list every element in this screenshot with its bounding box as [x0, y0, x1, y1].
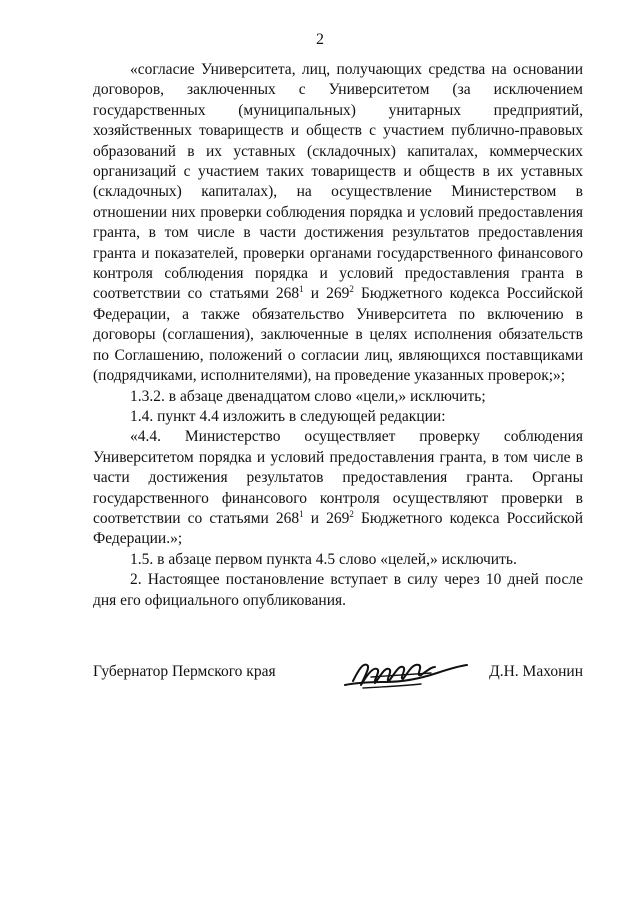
paragraph-text: «4.4. Министерство осуществляет проверку соблюдения Университетом порядка и условий предоставления гранта, в том числе в части достижения результатов предоставления гранта. Органы государственного финансового контроля осуществляют проверки в соответствии со статьями 268 [93, 428, 583, 527]
paragraph-text: Бюджетного кодекса Российской Федерации.»; [93, 509, 584, 548]
paragraph-text: «согласие Университета, лиц, получающих средства на основании договоров, заключенных с Университетом (за исключением государственных (муниципальных) унитарных предприятий, хозяйственных товариществ и обществ с участием публично-правовых образований в их уставных (складочных) капиталах, коммерческих организаций с участием таких товариществ и обществ в их уставных (складочных) капиталах), на осуществление Министерством в отношении них проверки соблюдения порядка и условий предоставления гранта, в том числе в части достижения результатов предоставления гранта и показателей, проверки органами государственного финансового контроля соблюдения порядка и условий предоставления гранта в соответствии со статьями 268 [93, 61, 583, 303]
paragraph-2: 2. Настоящее постановление вступает в силу через 10 дней после дня его официального опубликования. [93, 571, 583, 609]
paragraph-1-4: 1.4. пункт 4.4 изложить в следующей редакции: [130, 407, 446, 425]
signature-block [93, 655, 583, 695]
paragraph-text: Бюджетного кодекса Российской Федерации, а также обязательство Университета по включению в договоры (соглашения), заключенные в целях исполнения обязательств по Соглашению, положений о согласии лиц, являющихся поставщиками (подрядчиками, исполнителями), на проведение указанных проверок;»; [93, 285, 584, 385]
signer-title: Губернатор Пермского края [93, 663, 276, 680]
superscript: 2 [349, 284, 354, 295]
handwritten-signature-icon [341, 655, 471, 693]
superscript: 1 [299, 508, 304, 519]
paragraph-consent [93, 60, 583, 387]
superscript: 2 [349, 508, 354, 519]
paragraph-1-5: 1.5. в абзаце первом пункта 4.5 слово «целей,» исключить. [130, 550, 517, 568]
paragraph-1-3-2: 1.3.2. в абзаце двенадцатом слово «цели,» исключить; [130, 387, 486, 405]
paragraph-4-4 [93, 427, 583, 549]
paragraph-text: и 269 [303, 285, 350, 303]
superscript: 1 [299, 284, 304, 295]
document-body [93, 60, 583, 611]
signer-name: Д.Н. Махонин [489, 663, 583, 680]
paragraph-text: и 269 [303, 509, 350, 527]
page-number: 2 [316, 31, 324, 48]
